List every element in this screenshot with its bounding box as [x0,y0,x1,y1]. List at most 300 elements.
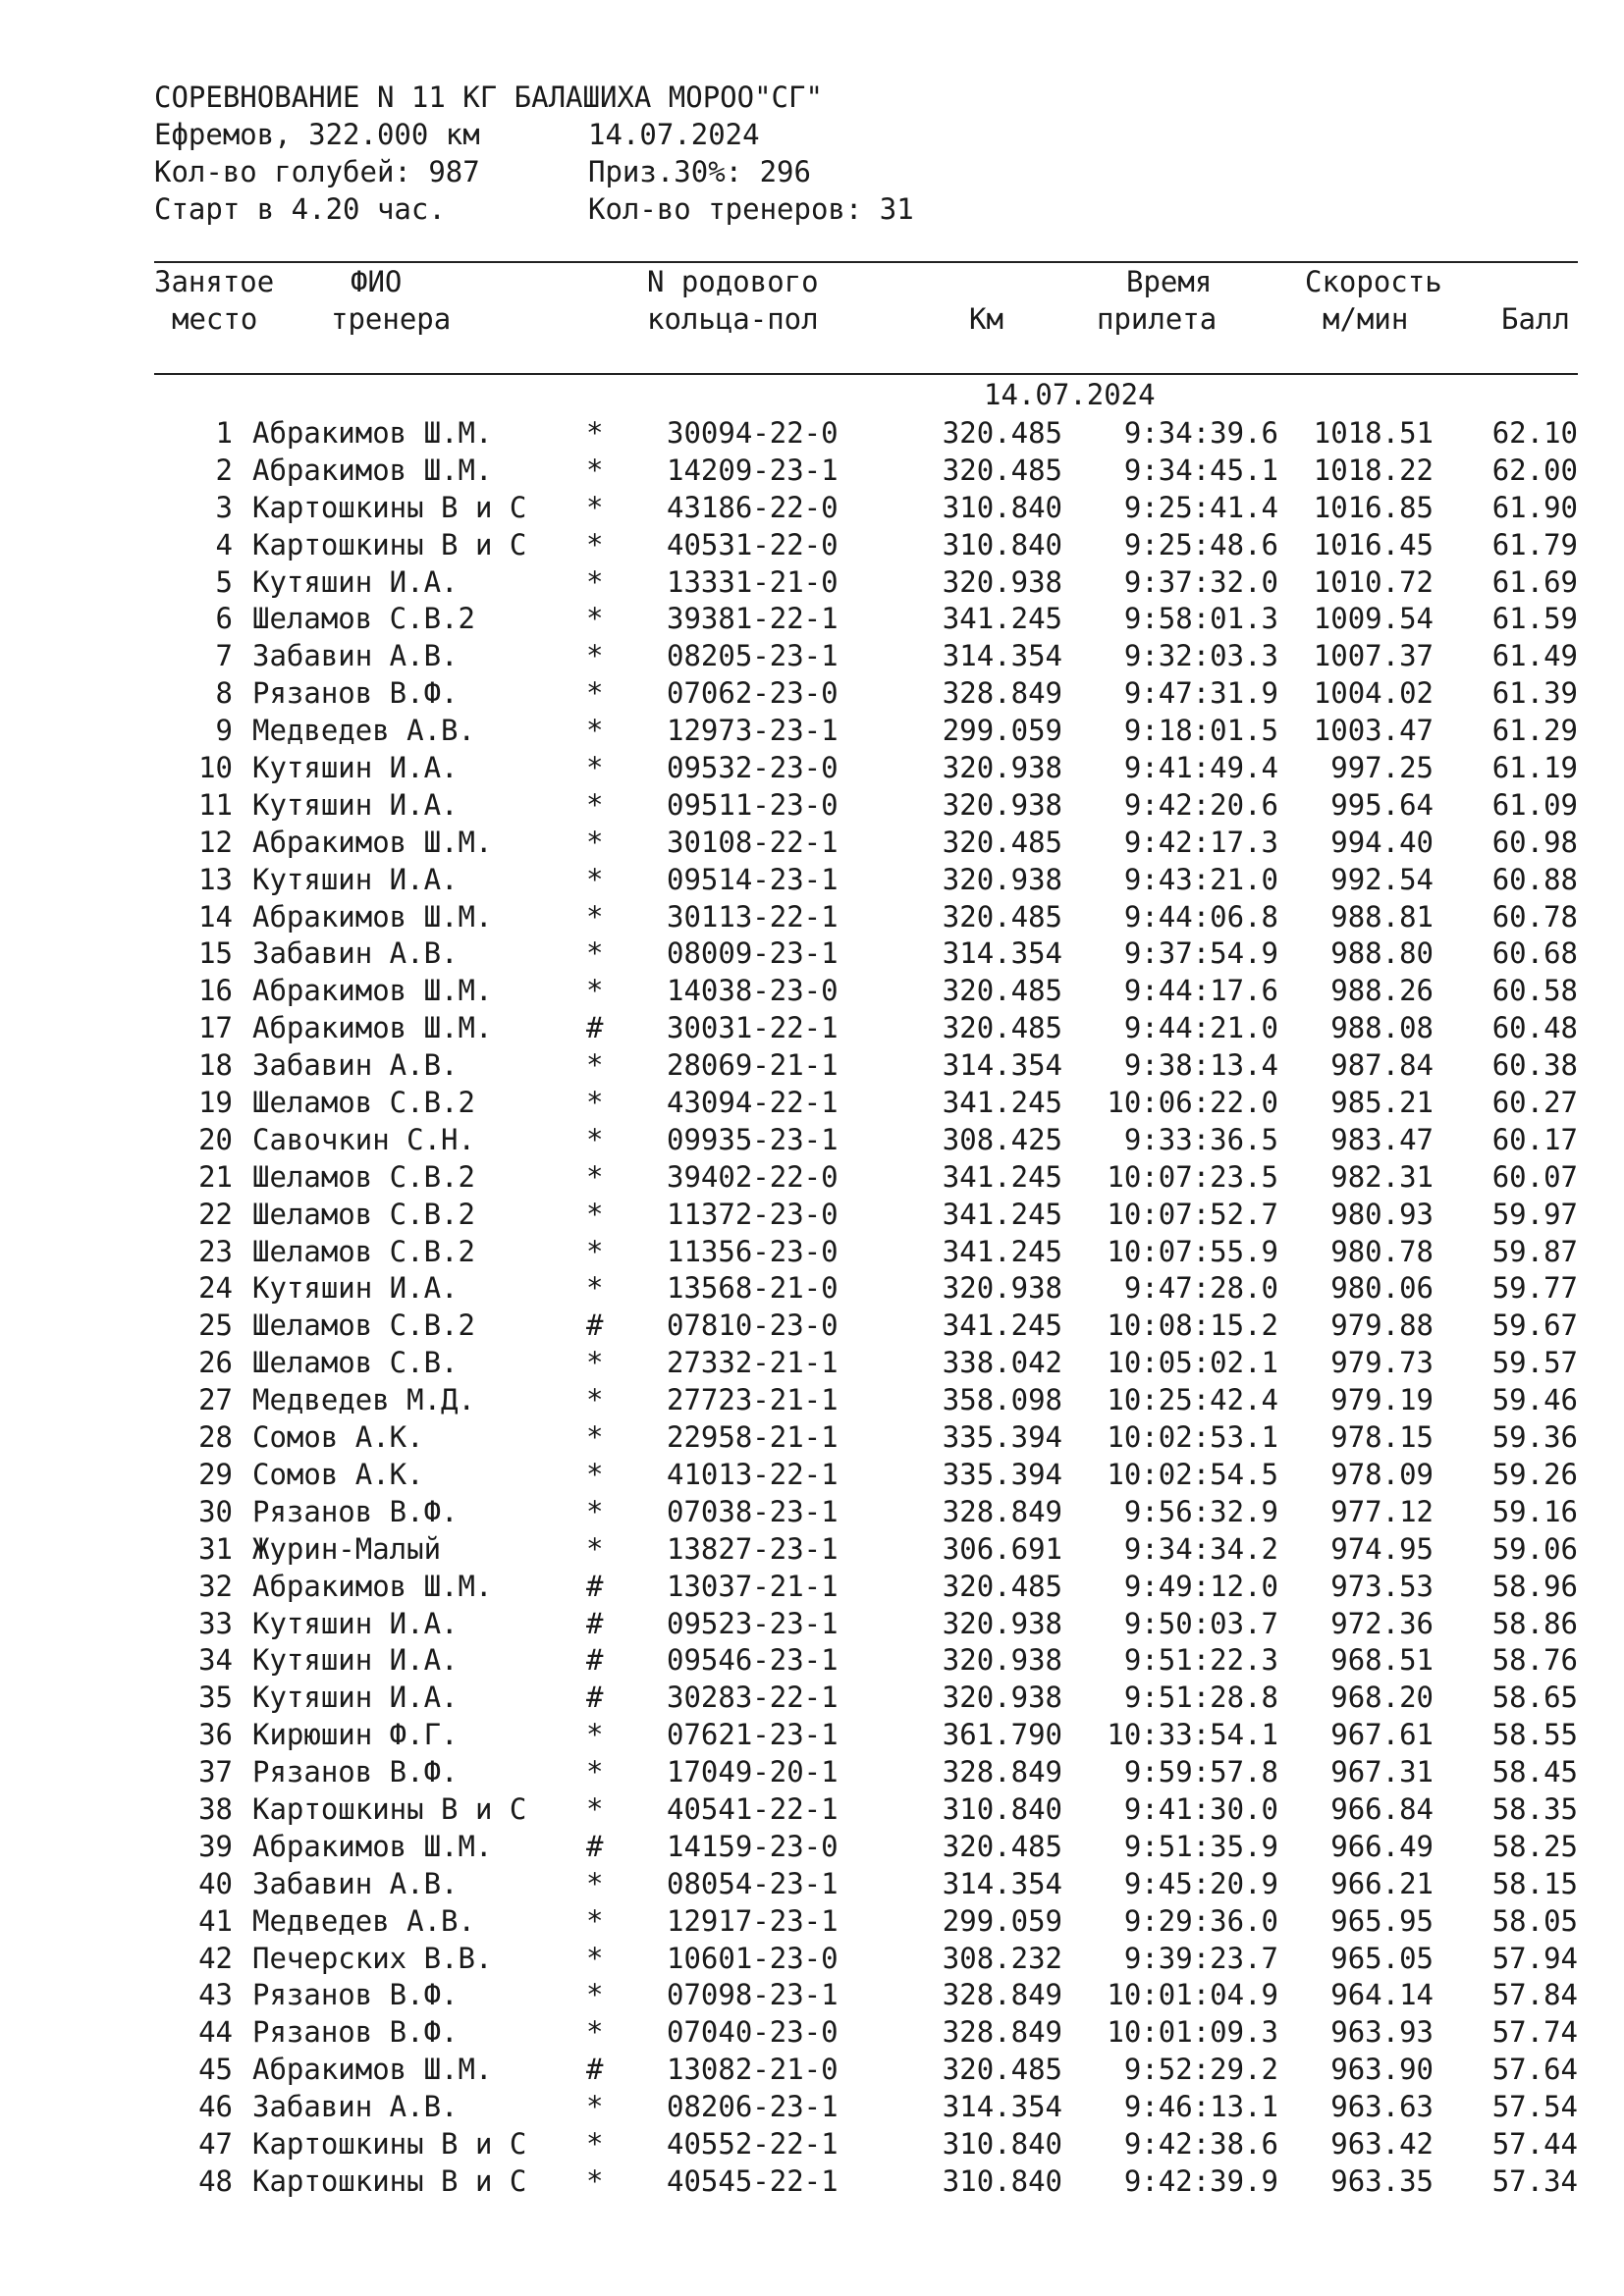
arrival-time: 9:34:34.2 [1123,1531,1278,1566]
table-row [154,1234,1578,1271]
trainer-name: Картошкины В и С [252,2126,527,2161]
table-row [154,1791,1578,1829]
ring-number: 08206-23-1 [667,2090,839,2124]
distance-km: 310.840 [942,2126,1062,2161]
trainer-name: Картошкины В и С [252,527,527,561]
ring-number: 09532-23-0 [667,751,839,785]
distance-km: 341.245 [942,1308,1062,1343]
place: 17 [198,1011,233,1045]
col-speed-line2: м/мин [1323,302,1409,336]
speed: 997.25 [1330,751,1434,785]
speed: 1010.72 [1313,564,1434,599]
distance-km: 308.425 [942,1122,1062,1156]
distance-km: 314.354 [942,639,1062,673]
distance-km: 320.938 [942,564,1062,599]
distance-km: 341.245 [942,1086,1062,1120]
mark: * [586,862,604,896]
mark: * [586,639,604,673]
mark: * [586,1234,604,1268]
trainer-name: Абракимов Ш.М. [252,1569,493,1603]
place: 46 [198,2090,233,2124]
place: 39 [198,1829,233,1863]
table-row [154,1903,1578,1941]
ring-number: 09514-23-1 [667,862,839,896]
mark: * [586,602,604,636]
table-row [154,1382,1578,1419]
score: 59.06 [1491,1531,1578,1566]
trainer-name: Шеламов С.В.2 [252,1234,475,1268]
table-row [154,2014,1578,2052]
mark: * [586,899,604,934]
ring-number: 09511-23-0 [667,787,839,822]
arrival-time: 9:52:29.2 [1123,2053,1278,2087]
score: 61.90 [1491,490,1578,524]
score: 59.16 [1491,1494,1578,1528]
mark: * [586,825,604,859]
score: 61.59 [1491,602,1578,636]
trainer-name: Абракимов Ш.М. [252,899,493,934]
speed: 972.36 [1330,1606,1434,1640]
place: 13 [198,862,233,896]
arrival-time: 9:59:57.8 [1123,1755,1278,1789]
trainer-name: Кутяшин И.А. [252,1271,459,1306]
distance-km: 314.354 [942,2090,1062,2124]
ring-number: 12917-23-1 [667,1903,839,1938]
distance-km: 310.840 [942,2163,1062,2198]
place: 25 [198,1308,233,1343]
ring-number: 08009-23-1 [667,936,839,971]
score: 57.74 [1491,2015,1578,2050]
score: 57.84 [1491,1978,1578,2012]
arrival-time: 9:42:20.6 [1123,787,1278,822]
col-km: Км [969,302,1003,336]
ring-number: 28069-21-1 [667,1048,839,1083]
table-row [154,1717,1578,1754]
place: 14 [198,899,233,934]
ring-number: 30113-22-1 [667,899,839,934]
trainer-name: Кутяшин И.А. [252,751,459,785]
ring-number: 30094-22-0 [667,416,839,450]
table-row [154,453,1578,490]
table-row [154,1047,1578,1085]
score: 60.58 [1491,974,1578,1008]
score: 62.10 [1491,416,1578,450]
table-row [154,1680,1578,1717]
ring-number: 27332-21-1 [667,1346,839,1380]
speed: 980.93 [1330,1197,1434,1231]
ring-number: 30108-22-1 [667,825,839,859]
distance-km: 361.790 [942,1718,1062,1752]
speed: 1018.51 [1313,416,1434,450]
ring-number: 13331-21-0 [667,564,839,599]
speed: 973.53 [1330,1569,1434,1603]
mark: * [586,974,604,1008]
arrival-time: 9:18:01.5 [1123,714,1278,748]
speed: 978.15 [1330,1420,1434,1455]
arrival-time: 9:44:21.0 [1123,1011,1278,1045]
arrival-time: 10:08:15.2 [1107,1308,1278,1343]
table-row [154,1159,1578,1197]
arrival-time: 9:42:38.6 [1123,2126,1278,2161]
mark: * [586,1159,604,1194]
mark: * [586,1122,604,1156]
distance-km: 338.042 [942,1346,1062,1380]
arrival-time: 9:47:28.0 [1123,1271,1278,1306]
score: 58.76 [1491,1643,1578,1678]
ring-number: 09935-23-1 [667,1122,839,1156]
speed: 992.54 [1330,862,1434,896]
trainer-name: Забавин А.В. [252,2090,459,2124]
distance-km: 310.840 [942,490,1062,524]
arrival-time: 9:43:21.0 [1123,862,1278,896]
mark: * [586,1494,604,1528]
speed: 967.61 [1330,1718,1434,1752]
distance-km: 320.938 [942,1643,1062,1678]
distance-km: 358.098 [942,1383,1062,1417]
mark: * [586,1383,604,1417]
ring-number: 40552-22-1 [667,2126,839,2161]
score: 58.65 [1491,1681,1578,1715]
mark: * [586,490,604,524]
place: 45 [198,2053,233,2087]
place: 37 [198,1755,233,1789]
place: 4 [215,527,233,561]
trainer-name: Кирюшин Ф.Г. [252,1718,459,1752]
start-time: Старт в 4.20 час. [154,192,446,226]
table-row [154,1531,1578,1569]
mark: # [586,1606,604,1640]
score: 61.39 [1491,676,1578,711]
ring-number: 43186-22-0 [667,490,839,524]
place: 9 [215,714,233,748]
trainer-name: Шеламов С.В.2 [252,1308,475,1343]
speed: 967.31 [1330,1755,1434,1789]
distance-km: 335.394 [942,1420,1062,1455]
place: 24 [198,1271,233,1306]
score: 60.48 [1491,1011,1578,1045]
score: 61.79 [1491,527,1578,561]
trainer-name: Кутяшин И.А. [252,862,459,896]
mark: * [586,1941,604,1975]
table-row [154,1941,1578,1978]
prize-count: Приз.30%: 296 [588,155,811,188]
score: 60.68 [1491,936,1578,971]
col-ring-line1: N родового [647,265,819,298]
ring-number: 09546-23-1 [667,1643,839,1678]
race-date: 14.07.2024 [588,118,760,151]
table-row [154,1270,1578,1308]
speed: 977.12 [1330,1494,1434,1528]
trainer-name: Медведев М.Д. [252,1383,475,1417]
score: 61.69 [1491,564,1578,599]
distance-km: 320.485 [942,1011,1062,1045]
mark: * [586,1531,604,1566]
arrival-time: 10:07:52.7 [1107,1197,1278,1231]
mark: * [586,751,604,785]
table-row [154,1085,1578,1122]
ring-number: 07062-23-0 [667,676,839,711]
col-speed-line1: Скорость [1305,265,1442,298]
table-row [154,675,1578,713]
arrival-time: 10:25:42.4 [1107,1383,1278,1417]
ring-number: 08205-23-1 [667,639,839,673]
arrival-time: 10:07:55.9 [1107,1234,1278,1268]
table-row [154,2089,1578,2126]
trainer-name: Сомов А.К. [252,1457,424,1491]
trainer-name: Абракимов Ш.М. [252,453,493,487]
distance-km: 320.485 [942,825,1062,859]
score: 59.26 [1491,1457,1578,1491]
mark: * [586,1271,604,1306]
arrival-time: 10:02:53.1 [1107,1420,1278,1455]
trainer-name: Медведев А.В. [252,714,475,748]
score: 58.55 [1491,1718,1578,1752]
score: 61.29 [1491,714,1578,748]
place: 8 [215,676,233,711]
ring-number: 07038-23-1 [667,1494,839,1528]
col-time-line1: Время [1126,265,1213,298]
mark: * [586,416,604,450]
trainer-name: Абракимов Ш.М. [252,825,493,859]
mark: * [586,2126,604,2161]
mark: # [586,1569,604,1603]
ring-number: 27723-21-1 [667,1383,839,1417]
arrival-time: 9:25:41.4 [1123,490,1278,524]
arrival-time: 10:06:22.0 [1107,1086,1278,1120]
place: 15 [198,936,233,971]
place: 31 [198,1531,233,1566]
distance-km: 320.938 [942,787,1062,822]
distance-km: 314.354 [942,1048,1062,1083]
trainer-name: Абракимов Ш.М. [252,1829,493,1863]
distance-km: 320.485 [942,453,1062,487]
trainer-name: Печерских В.В. [252,1941,493,1975]
speed: 1004.02 [1313,676,1434,711]
table-row [154,527,1578,564]
score: 57.34 [1491,2163,1578,2198]
arrival-time: 9:39:23.7 [1123,1941,1278,1975]
place: 6 [215,602,233,636]
table-row [154,935,1578,973]
place: 28 [198,1420,233,1455]
place: 26 [198,1346,233,1380]
mark: # [586,1308,604,1343]
place: 40 [198,1866,233,1900]
speed: 1009.54 [1313,602,1434,636]
mark: * [586,1903,604,1938]
arrival-time: 9:58:01.3 [1123,602,1278,636]
ring-number: 17049-20-1 [667,1755,839,1789]
score: 59.67 [1491,1308,1578,1343]
speed: 966.49 [1330,1829,1434,1863]
mark: * [586,676,604,711]
distance-km: 328.849 [942,1494,1062,1528]
speed: 979.19 [1330,1383,1434,1417]
score: 59.77 [1491,1271,1578,1306]
col-name-line1: ФИО [351,265,403,298]
ring-number: 13827-23-1 [667,1531,839,1566]
table-row [154,1010,1578,1047]
score: 61.09 [1491,787,1578,822]
distance-km: 341.245 [942,1197,1062,1231]
score: 57.54 [1491,2090,1578,2124]
distance-km: 320.485 [942,974,1062,1008]
header-line-1 [154,79,914,116]
speed: 980.78 [1330,1234,1434,1268]
mark: * [586,787,604,822]
speed: 963.93 [1330,2015,1434,2050]
score: 58.45 [1491,1755,1578,1789]
table-row [154,750,1578,787]
table-row [154,1569,1578,1606]
arrival-time: 9:44:17.6 [1123,974,1278,1008]
score: 58.15 [1491,1866,1578,1900]
trainer-name: Забавин А.В. [252,936,459,971]
speed: 1007.37 [1313,639,1434,673]
mark: * [586,1420,604,1455]
place: 20 [198,1122,233,1156]
speed: 963.63 [1330,2090,1434,2124]
arrival-time: 9:51:28.8 [1123,1681,1278,1715]
table-row [154,1977,1578,2014]
release-location: Ефремов, 322.000 км [154,118,480,151]
trainer-name: Забавин А.В. [252,1866,459,1900]
place: 43 [198,1978,233,2012]
arrival-time: 9:34:39.6 [1123,416,1278,450]
score: 57.64 [1491,2053,1578,2087]
distance-km: 320.485 [942,416,1062,450]
arrival-time: 9:46:13.1 [1123,2090,1278,2124]
arrival-time: 9:42:17.3 [1123,825,1278,859]
place: 2 [215,453,233,487]
distance-km: 299.059 [942,1903,1062,1938]
score: 60.78 [1491,899,1578,934]
arrival-time: 10:33:54.1 [1107,1718,1278,1752]
mark: # [586,1829,604,1863]
place: 16 [198,974,233,1008]
score: 60.88 [1491,862,1578,896]
score: 59.36 [1491,1420,1578,1455]
arrival-time: 9:51:22.3 [1123,1643,1278,1678]
trainer-name: Абракимов Ш.М. [252,2053,493,2087]
ring-number: 10601-23-0 [667,1941,839,1975]
mark: * [586,1457,604,1491]
place: 22 [198,1197,233,1231]
ring-number: 40545-22-1 [667,2163,839,2198]
trainer-name: Кутяшин И.А. [252,1681,459,1715]
trainer-name: Журин-Малый [252,1531,442,1566]
place: 38 [198,1791,233,1826]
table-row [154,1197,1578,1234]
place: 29 [198,1457,233,1491]
arrival-time: 9:56:32.9 [1123,1494,1278,1528]
table-row [154,1494,1578,1531]
table-date: 14.07.2024 [984,378,1156,411]
distance-km: 314.354 [942,936,1062,971]
speed: 968.51 [1330,1643,1434,1678]
report-header [154,79,914,228]
table-row [154,2052,1578,2089]
ring-number: 08054-23-1 [667,1866,839,1900]
speed: 974.95 [1330,1531,1434,1566]
table-row [154,825,1578,862]
ring-number: 39381-22-1 [667,602,839,636]
distance-km: 328.849 [942,1978,1062,2012]
speed: 988.81 [1330,899,1434,934]
speed: 980.06 [1330,1271,1434,1306]
mark: * [586,1346,604,1380]
score: 57.94 [1491,1941,1578,1975]
col-ring-line2: кольца-пол [647,302,819,336]
col-score: Балл [1501,302,1570,336]
mark: * [586,936,604,971]
table-row [154,2163,1578,2201]
ring-number: 11372-23-0 [667,1197,839,1231]
column-headers [154,263,1578,342]
speed: 979.73 [1330,1346,1434,1380]
mark: # [586,1681,604,1715]
mark: * [586,564,604,599]
score: 60.07 [1491,1159,1578,1194]
col-time-line2: прилета [1097,302,1218,336]
speed: 988.08 [1330,1011,1434,1045]
place: 5 [215,564,233,599]
trainer-name: Абракимов Ш.М. [252,416,493,450]
distance-km: 310.840 [942,527,1062,561]
speed: 987.84 [1330,1048,1434,1083]
score: 58.96 [1491,1569,1578,1603]
arrival-time: 10:01:04.9 [1107,1978,1278,2012]
distance-km: 320.485 [942,1569,1062,1603]
mark: * [586,1755,604,1789]
place: 41 [198,1903,233,1938]
arrival-time: 9:51:35.9 [1123,1829,1278,1863]
place: 32 [198,1569,233,1603]
speed: 982.31 [1330,1159,1434,1194]
trainer-name: Забавин А.В. [252,639,459,673]
arrival-time: 9:44:06.8 [1123,899,1278,934]
trainer-name: Рязанов В.Ф. [252,1494,459,1528]
score: 61.49 [1491,639,1578,673]
trainer-count: Кол-во тренеров: 31 [588,192,914,226]
speed: 988.80 [1330,936,1434,971]
arrival-time: 9:33:36.5 [1123,1122,1278,1156]
place: 23 [198,1234,233,1268]
distance-km: 341.245 [942,1234,1062,1268]
distance-km: 328.849 [942,2015,1062,2050]
header-line-2 [154,116,914,153]
score: 59.97 [1491,1197,1578,1231]
table-row [154,1345,1578,1382]
mark: * [586,1048,604,1083]
trainer-name: Картошкины В и С [252,2163,527,2198]
col-place-line1: Занятое [154,265,275,298]
mark: # [586,1011,604,1045]
score: 60.27 [1491,1086,1578,1120]
distance-km: 328.849 [942,676,1062,711]
place: 47 [198,2126,233,2161]
place: 1 [215,416,233,450]
score: 59.57 [1491,1346,1578,1380]
trainer-name: Шеламов С.В.2 [252,602,475,636]
place: 36 [198,1718,233,1752]
table-row [154,1419,1578,1457]
table-row [154,564,1578,602]
ring-number: 07040-23-0 [667,2015,839,2050]
ring-number: 40531-22-0 [667,527,839,561]
place: 42 [198,1941,233,1975]
place: 30 [198,1494,233,1528]
